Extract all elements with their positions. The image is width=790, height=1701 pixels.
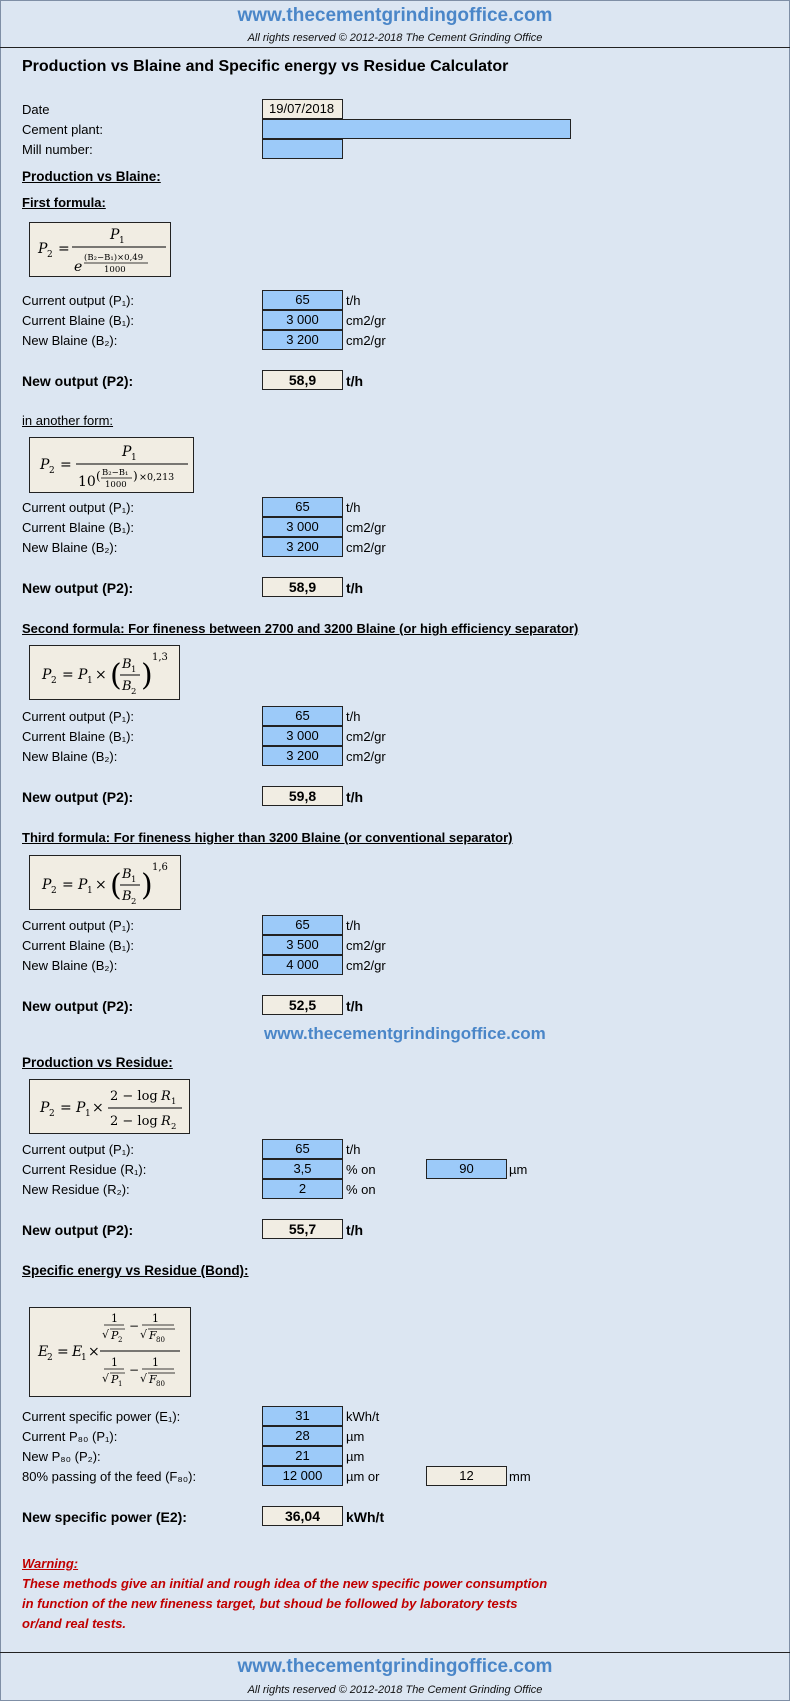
energy-e1-label: Current specific power (E₁): <box>22 1409 181 1424</box>
footer-site-link[interactable]: www.thecementgrindingoffice.com <box>237 1656 553 1677</box>
mill-number-input[interactable] <box>262 139 343 159</box>
energy-p2-input[interactable]: 21 <box>262 1446 343 1466</box>
second-b1-label: Current Blaine (B₁): <box>22 729 135 744</box>
another-b2-unit: cm2/gr <box>346 540 386 555</box>
mid-site-link[interactable]: www.thecementgrindingoffice.com <box>264 1024 546 1043</box>
svg-text:=: = <box>57 1344 69 1360</box>
third-p1-input[interactable]: 65 <box>262 915 343 935</box>
svg-text:×: × <box>88 1344 100 1360</box>
cement-plant-label: Cement plant: <box>22 122 103 137</box>
another-p1-input[interactable]: 65 <box>262 497 343 517</box>
third-formula-image <box>29 855 181 910</box>
first-b2-unit: cm2/gr <box>346 333 386 348</box>
first-b1-label: Current Blaine (B₁): <box>22 313 135 328</box>
another-b1-label: Current Blaine (B₁): <box>22 520 135 535</box>
svg-text:B: B <box>122 867 132 882</box>
third-p1-unit: t/h <box>346 918 361 933</box>
svg-text:=: = <box>58 241 70 257</box>
svg-text:=: = <box>62 667 74 683</box>
warning-title: Warning: <box>22 1556 79 1571</box>
residue-output-value: 55,7 <box>262 1219 343 1239</box>
energy-p1-label: Current P₈₀ (P₁): <box>22 1429 118 1444</box>
page-title: Production vs Blaine and Specific energy vs Residue Calculator <box>22 58 509 75</box>
residue-r2-unit: % on <box>346 1182 376 1197</box>
svg-text:×: × <box>95 877 107 893</box>
third-p1-label: Current output (P₁): <box>22 918 135 933</box>
svg-text:): ) <box>141 868 153 903</box>
svg-text:E: E <box>38 1344 49 1360</box>
svg-text:1: 1 <box>111 1356 118 1369</box>
svg-text:−: − <box>129 1319 140 1333</box>
second-b1-unit: cm2/gr <box>346 729 386 744</box>
energy-p2-unit: µm <box>346 1449 365 1464</box>
svg-text:2: 2 <box>171 1122 177 1132</box>
production-vs-blaine-heading: Production vs Blaine: <box>22 169 161 184</box>
energy-output-value: 36,04 <box>262 1506 343 1526</box>
first-p1-label: Current output (P₁): <box>22 293 135 308</box>
svg-text:×: × <box>92 1100 104 1116</box>
energy-f80-unit: µm or <box>346 1469 380 1484</box>
svg-text:2: 2 <box>47 250 53 260</box>
first-output-label: New output (P2): <box>22 373 134 389</box>
svg-text:P: P <box>42 877 52 893</box>
residue-sieve-input[interactable]: 90 <box>426 1159 507 1179</box>
residue-r1-input[interactable]: 3,5 <box>262 1159 343 1179</box>
svg-text:B: B <box>122 657 132 672</box>
residue-output-unit: t/h <box>346 1222 364 1238</box>
residue-p1-unit: t/h <box>346 1142 361 1157</box>
svg-text:(: ( <box>110 868 122 903</box>
another-p1-unit: t/h <box>346 500 361 515</box>
svg-text:P: P <box>78 667 88 683</box>
first-b2-input[interactable]: 3 200 <box>262 330 343 350</box>
second-output-value: 59,8 <box>262 786 343 806</box>
energy-p2-label: New P₈₀ (P₂): <box>22 1449 101 1464</box>
second-formula-heading: Second formula: For fineness between 2700 and 3200 Blaine (or high efficiency separator) <box>22 621 579 636</box>
svg-text:P: P <box>111 1373 119 1386</box>
third-b1-unit: cm2/gr <box>346 938 386 953</box>
first-formula-heading: First formula: <box>22 195 106 210</box>
svg-text:P: P <box>78 877 88 893</box>
svg-text:2: 2 <box>131 687 137 697</box>
svg-text:×0,213: ×0,213 <box>139 472 175 483</box>
first-b1-unit: cm2/gr <box>346 313 386 328</box>
cement-plant-input[interactable] <box>262 119 571 139</box>
residue-r2-label: New Residue (R₂): <box>22 1182 130 1197</box>
svg-text:=: = <box>62 877 74 893</box>
residue-p1-input[interactable]: 65 <box>262 1139 343 1159</box>
svg-text:80: 80 <box>156 1336 165 1344</box>
another-b1-unit: cm2/gr <box>346 520 386 535</box>
residue-output-label: New output (P2): <box>22 1222 134 1238</box>
another-form-formula-image <box>29 437 194 493</box>
svg-text:P: P <box>111 1329 119 1342</box>
third-b2-unit: cm2/gr <box>346 958 386 973</box>
energy-e1-input[interactable]: 31 <box>262 1406 343 1426</box>
energy-output-unit: kWh/t <box>346 1509 385 1525</box>
third-output-label: New output (P2): <box>22 998 134 1014</box>
svg-text:P: P <box>110 227 120 243</box>
svg-text:F: F <box>149 1373 157 1386</box>
another-output-unit: t/h <box>346 580 364 596</box>
header-site-link[interactable]: www.thecementgrindingoffice.com <box>237 5 553 26</box>
another-b1-input[interactable]: 3 000 <box>262 517 343 537</box>
svg-text:B: B <box>122 679 132 694</box>
svg-text:): ) <box>141 658 153 693</box>
mill-number-label: Mill number: <box>22 142 93 157</box>
svg-text:1: 1 <box>81 1353 87 1363</box>
residue-formula-image <box>29 1079 190 1134</box>
svg-text:1: 1 <box>85 1109 91 1119</box>
third-b2-label: New Blaine (B₂): <box>22 958 118 973</box>
energy-f80-mm-value: 12 <box>426 1466 507 1486</box>
svg-text:2: 2 <box>49 1109 55 1119</box>
another-output-label: New output (P2): <box>22 580 134 596</box>
svg-text:1: 1 <box>171 1097 177 1107</box>
svg-text:B₂−B₁: B₂−B₁ <box>102 468 129 478</box>
third-output-unit: t/h <box>346 998 364 1014</box>
specific-energy-heading: Specific energy vs Residue (Bond): <box>22 1263 249 1278</box>
first-p1-unit: t/h <box>346 293 361 308</box>
svg-text:): ) <box>133 469 138 483</box>
svg-text:2: 2 <box>49 466 55 476</box>
energy-p1-unit: µm <box>346 1429 365 1444</box>
svg-text:2: 2 <box>118 1336 123 1344</box>
svg-text:1: 1 <box>118 1380 123 1388</box>
svg-text:2: 2 <box>51 676 57 686</box>
svg-text:−: − <box>129 1363 140 1377</box>
second-b2-label: New Blaine (B₂): <box>22 749 118 764</box>
another-p1-label: Current output (P₁): <box>22 500 135 515</box>
svg-text:10: 10 <box>78 474 96 490</box>
energy-e1-unit: kWh/t <box>346 1409 380 1424</box>
svg-text:1: 1 <box>131 875 137 885</box>
svg-text:√: √ <box>140 1328 148 1341</box>
first-output-unit: t/h <box>346 373 364 389</box>
second-p1-unit: t/h <box>346 709 361 724</box>
residue-sieve-unit: µm <box>509 1162 528 1177</box>
third-formula-heading: Third formula: For fineness higher than 3200 Blaine (or conventional separator) <box>22 830 513 845</box>
another-b2-input[interactable]: 3 200 <box>262 537 343 557</box>
svg-text:√: √ <box>102 1372 110 1385</box>
svg-text:(B₂−B₁)×0,49: (B₂−B₁)×0,49 <box>84 253 144 263</box>
svg-text:1000: 1000 <box>105 480 127 490</box>
svg-text:1,3: 1,3 <box>152 652 168 663</box>
svg-text:1: 1 <box>131 453 137 463</box>
svg-text:P: P <box>76 1100 86 1116</box>
second-b2-input[interactable]: 3 200 <box>262 746 343 766</box>
svg-text:2: 2 <box>47 1353 53 1363</box>
footer-rights: All rights reserved © 2012-2018 The Cement Grinding Office <box>247 1684 543 1696</box>
svg-text:P: P <box>38 241 48 257</box>
svg-text:1: 1 <box>152 1356 159 1369</box>
first-output-value: 58,9 <box>262 370 343 390</box>
residue-r2-input[interactable]: 2 <box>262 1179 343 1199</box>
svg-text:=: = <box>60 1100 72 1116</box>
header-rights: All rights reserved © 2012-2018 The Cement Grinding Office <box>247 32 543 44</box>
svg-text:1,6: 1,6 <box>152 862 168 873</box>
second-b1-input[interactable]: 3 000 <box>262 726 343 746</box>
first-b1-input[interactable]: 3 000 <box>262 310 343 330</box>
warning-line-2: in function of the new fineness target, but shoud be followed by laboratory tests <box>22 1596 518 1611</box>
warning-line-3: or/and real tests. <box>22 1616 127 1631</box>
second-b2-unit: cm2/gr <box>346 749 386 764</box>
svg-text:P: P <box>40 457 50 473</box>
svg-text:2: 2 <box>51 886 57 896</box>
third-b1-input[interactable]: 3 500 <box>262 935 343 955</box>
second-p1-label: Current output (P₁): <box>22 709 135 724</box>
another-output-value: 58,9 <box>262 577 343 597</box>
another-form-heading: in another form: <box>22 413 114 428</box>
svg-text:√: √ <box>140 1372 148 1385</box>
residue-r1-unit: % on <box>346 1162 376 1177</box>
second-formula-image <box>29 645 180 700</box>
bond-formula-image <box>29 1307 191 1397</box>
svg-text:1: 1 <box>87 676 93 686</box>
energy-p1-input[interactable]: 28 <box>262 1426 343 1446</box>
first-b2-label: New Blaine (B₂): <box>22 333 118 348</box>
date-label: Date <box>22 102 50 117</box>
svg-text:P: P <box>40 1100 50 1116</box>
svg-text:×: × <box>95 667 107 683</box>
svg-text:1: 1 <box>131 665 137 675</box>
svg-text:1: 1 <box>152 1312 159 1325</box>
second-p1-input[interactable]: 65 <box>262 706 343 726</box>
svg-text:1: 1 <box>111 1312 118 1325</box>
third-output-value: 52,5 <box>262 995 343 1015</box>
first-formula-image <box>29 222 171 277</box>
svg-text:P: P <box>42 667 52 683</box>
svg-text:(: ( <box>96 469 101 483</box>
svg-text:F: F <box>149 1329 157 1342</box>
svg-text:=: = <box>60 457 72 473</box>
svg-text:1000: 1000 <box>104 265 126 275</box>
svg-text:2: 2 <box>131 897 137 907</box>
svg-text:E: E <box>72 1344 83 1360</box>
another-b2-label: New Blaine (B₂): <box>22 540 118 555</box>
date-field[interactable]: 19/07/2018 <box>262 99 343 119</box>
production-vs-residue-heading: Production vs Residue: <box>22 1055 173 1070</box>
footer-divider <box>0 1652 790 1653</box>
residue-r1-label: Current Residue (R₁): <box>22 1162 147 1177</box>
energy-f80-label: 80% passing of the feed (F₈₀): <box>22 1469 197 1484</box>
energy-f80-input[interactable]: 12 000 <box>262 1466 343 1486</box>
second-output-unit: t/h <box>346 789 364 805</box>
residue-p1-label: Current output (P₁): <box>22 1142 135 1157</box>
header-divider <box>0 47 790 48</box>
svg-text:1: 1 <box>119 236 125 246</box>
first-p1-input[interactable]: 65 <box>262 290 343 310</box>
warning-line-1: These methods give an initial and rough idea of the new specific power consumption <box>22 1576 548 1591</box>
svg-text:√: √ <box>102 1328 110 1341</box>
svg-text:B: B <box>122 889 132 904</box>
energy-output-label: New specific power (E2): <box>22 1509 187 1525</box>
third-b1-label: Current Blaine (B₁): <box>22 938 135 953</box>
svg-text:80: 80 <box>156 1380 165 1388</box>
energy-f80-mm-unit: mm <box>509 1469 531 1484</box>
svg-text:P: P <box>122 444 132 460</box>
svg-text:(: ( <box>110 658 122 693</box>
svg-text:R: R <box>161 1089 171 1104</box>
svg-text:e: e <box>74 259 83 275</box>
svg-text:2 − log: 2 − log <box>110 1089 158 1104</box>
svg-text:R: R <box>161 1114 171 1129</box>
svg-text:1: 1 <box>87 886 93 896</box>
second-output-label: New output (P2): <box>22 789 134 805</box>
third-b2-input[interactable]: 4 000 <box>262 955 343 975</box>
svg-text:2 − log: 2 − log <box>110 1114 158 1129</box>
